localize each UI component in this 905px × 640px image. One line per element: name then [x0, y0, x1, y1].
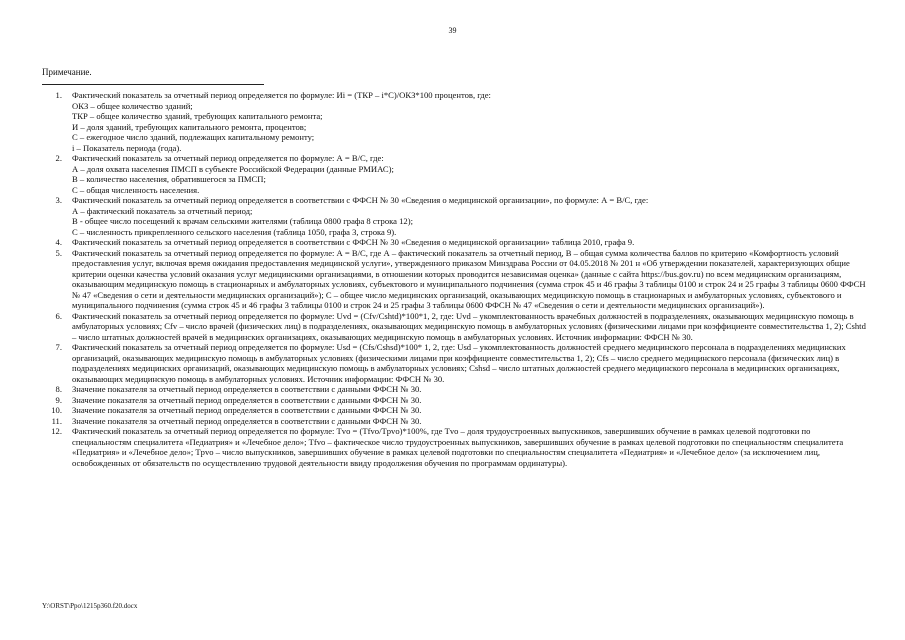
note-item	[42, 405, 868, 416]
note-line: А – фактический показатель за отчетный период;	[72, 205, 253, 216]
note-number: 2.	[55, 153, 62, 163]
note-line: И – доля зданий, требующих капитального ремонта, процентов;	[72, 121, 307, 132]
note-item	[42, 416, 868, 427]
note-line: Фактический показатель за отчетный период определяется по формуле: Usd = (Cfs/Cshsd)*100* 1, 2, где: Usd – укомплектованность должностей среднего медицинского персонала в подразделениях медицинских организаций, оказывающих медицинскую помощь в амбулаторных условиях (физическими лицами при коэффициенте совместительства 1, 2); Cfs – число среднего медицинского персонала (физических лиц) в подразделениях медицинских организаций, оказывающих медицинскую помощь в амбулаторных условиях; Cshsd – число штатных должностей среднего медицинского персонала в медицинских организациях, оказывающих медицинскую помощь в амбулаторных условиях. Источник информации: ФФСН № 30.	[72, 342, 846, 384]
heading-rule	[42, 84, 264, 85]
note-number: 12.	[51, 426, 62, 436]
note-line: Фактический показатель за отчетный период определяется по формуле: А = В/С, где А – фактический показатель за отчетный период, В – общая сумма количества баллов по критерию «Комфортность условий предоставления услуг, включая время ожидания предоставления медицинской услуги», утвержденного приказом Минздрава России от 04.05.2018 № 201 н «Об утверждении показателей, характеризующих общие критерии оценки качества условий оказания услуг медицинскими организациями, в отношении которых проводится независимая оценка» (данные с сайта https://bus.gov.ru) по всем медицинским организациям, оказывающим медицинскую помощь в стационарных и амбулаторных условиях, субъектового и муниципального подчинения (сумма строк 45 и 46 графы 3 таблицы 0100 и строк 24 и 25 графы 3 таблицы 0600 ФФСН № 47 «Сведения о сети и деятельности медицинских организаций»); С – общее число медицинских организаций, оказывающих медицинскую помощь в стационарных и амбулаторных условиях, субъектового и муниципального подчинения (сумма строк 45 и 46 графы 3 таблицы 0100 и строк 24 и 25 графы 3 таблицы 0600 ФФСН № 47 «Сведения о сети и деятельности медицинских организаций»).	[72, 247, 866, 310]
note-number: 8.	[55, 384, 62, 394]
note-number: 11.	[51, 415, 62, 426]
notes-heading: Примечание.	[42, 67, 92, 77]
note-line: Фактический показатель за отчетный период определяется по формуле: Tvo = (Tfvo/Tpvo)*100%, где Tvo – доля трудоустроенных выпускников, завершивших обучение в рамках целевой подготовки по специальностям специалитета «Педиатрия» и «Лечебное дело»; Tfvo – фактическое число трудоустроенных выпускников, завершивших обучение в рамках целевой подготовки по специальностям специалитета «Педиатрия» и «Лечебное дело»; Tpvo – число выпускников, завершивших обучение в рамках целевой подготовки по специальностям специалитета «Педиатрия» и «Лечебное дело» (за исключением лиц, освобожденных от обязательств по осуществлению трудовой деятельности ввиду продолжения обучения по программам ординатуры).	[72, 426, 844, 468]
note-line: С – общая численность населения.	[72, 184, 200, 195]
note-item	[42, 342, 868, 384]
note-number: 3.	[55, 195, 62, 205]
note-line: Фактический показатель за отчетный период определяется по формуле: А = В/С, где:	[72, 153, 384, 163]
note-line: Фактический показатель за отчетный период определяется по формуле: Иi = (ТКР – i*С)/ОКЗ*100 процентов, где:	[72, 90, 491, 100]
note-item	[42, 195, 868, 237]
note-item	[42, 248, 868, 311]
note-item	[42, 311, 868, 343]
note-line: В - общее число посещений к врачам сельскими жителями (таблица 0800 графа 8 строка 12);	[72, 216, 413, 226]
note-item	[42, 426, 868, 468]
note-line: Фактический показатель за отчетный период определяется в соответствии с ФФСН № 30 «Сведения о медицинской организации», по формуле: А = В/С, где:	[72, 195, 649, 205]
page-number: 39	[448, 26, 457, 35]
note-item	[42, 384, 868, 395]
note-line: i – Показатель периода (года).	[72, 142, 182, 153]
note-number: 5.	[55, 247, 62, 258]
note-line: С – численность прикрепленного сельского населения (таблица 1050, графа 3, строка 9).	[72, 226, 397, 237]
note-line: Фактический показатель за отчетный период определяется по формуле: Uvd = (Cfv/Cshtd)*100*1, 2, где: Uvd – укомплектованность врачебных должностей в подразделениях, оказывающих медицинскую помощь в амбулаторных условиях; Cfv – число врачей (физических лиц) в подразделениях, оказывающих медицинскую помощь в амбулаторных условиях (физическими лицами при коэффициенте совместительства 1, 2); Cshtd – число штатных должностей врачей в медицинских организациях, оказывающих медицинскую помощь в амбулаторных условиях. Источник информации: ФФСН № 30.	[72, 310, 866, 342]
note-line: Значение показателя за отчетный период определяется в соответствии с данными ФФСН № 30.	[72, 394, 422, 405]
note-number: 9.	[55, 394, 62, 405]
note-number: 4.	[55, 237, 62, 247]
note-line: Значение показателя за отчетный период определяется в соответствии с данными ФФСН № 30.	[72, 405, 422, 415]
note-line: Значение показателя за отчетный период определяется в соответствии с данными ФФСН № 30.	[72, 384, 422, 394]
note-line: Значение показателя за отчетный период определяется в соответствии с данными ФФСН № 30.	[72, 415, 422, 426]
note-number: 10.	[51, 405, 62, 415]
note-item	[42, 90, 868, 153]
note-line: В – количество населения, обратившегося за ПМСП;	[72, 174, 266, 184]
note-line: Фактический показатель за отчетный период определяется в соответствии с ФФСН № 30 «Сведения о медицинской организации» таблица 2010, графа 9.	[72, 237, 635, 247]
notes-list	[42, 90, 868, 468]
note-number: 6.	[55, 310, 62, 321]
note-line: ОКЗ – общее количество зданий;	[72, 100, 193, 111]
note-number: 1.	[55, 90, 62, 100]
note-item	[42, 395, 868, 406]
note-line: С – ежегодное число зданий, подлежащих капитальному ремонту;	[72, 132, 315, 142]
note-line: ТКР – общее количество зданий, требующих капитального ремонта;	[72, 111, 323, 121]
note-item	[42, 153, 868, 195]
note-line: А – доля охвата населения ПМСП в субъекте Российской Федерации (данные РМИАС);	[72, 163, 394, 174]
file-path-footer: Y:\ORST\Ppo\1215p360.f20.docx	[42, 602, 138, 610]
note-number: 7.	[55, 342, 62, 352]
note-item	[42, 237, 868, 248]
